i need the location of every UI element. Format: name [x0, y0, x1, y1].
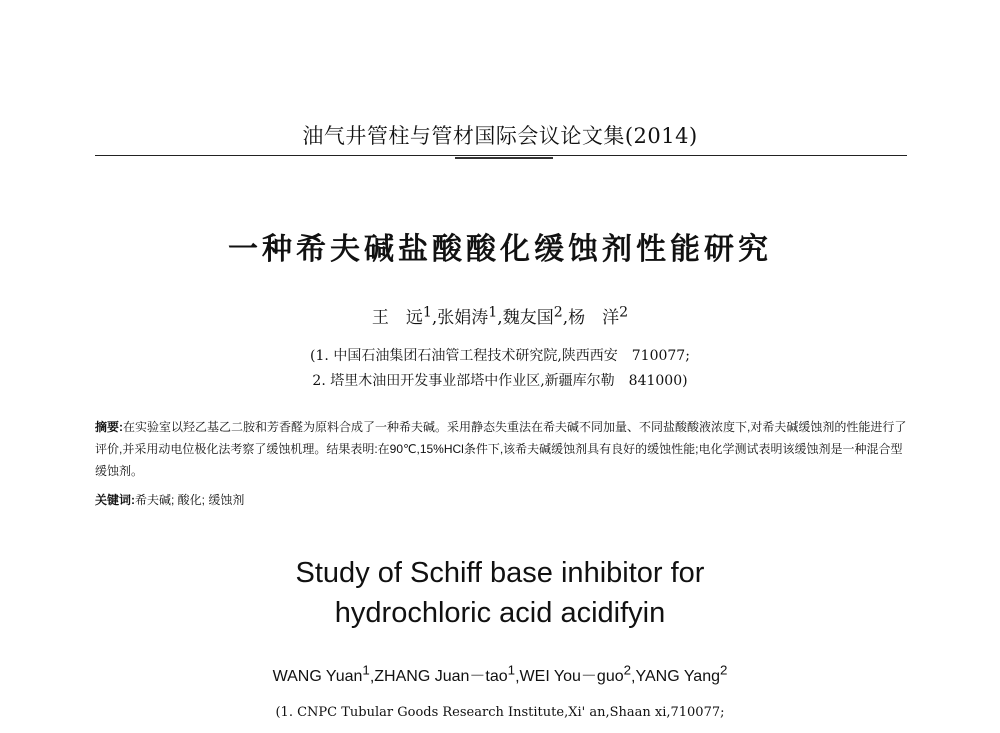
abstract-cn	[95, 416, 907, 482]
affiliation-cn-line-2: 2. 塔里木油田开发事业部塔中作业区,新疆库尔勒 841000)	[312, 373, 688, 389]
author-en: ZHANG Juan－tao$^1$	[374, 663, 516, 686]
author-cn: 杨 洋$^2$	[568, 304, 629, 328]
abstract-text: 在实验室以羟乙基乙二胺和芳香醛为原料合成了一种希夫碱。采用静态失重法在希夫碱不同加量、不同盐酸酸液浓度下,对希夫碱缓蚀剂的性能进行了评价,并采用动电位极化法考察了缓蚀机理。结果表明:在90℃,15%HCl条件下,该希夫碱缓蚀剂具有良好的缓蚀性能;电化学测试表明该缓蚀剂是一种混合型缓蚀剂。	[95, 420, 907, 478]
author-en: WANG Yuan$^1$	[272, 663, 370, 686]
paper-title-en-line-1: Study of Schiff base inhibitor for	[295, 557, 705, 589]
affiliation-en: (1. CNPC Tubular Goods Research Institute,Xi' an,Shaan xi,710077;	[275, 705, 725, 720]
abstract-label: 摘要:	[95, 420, 123, 434]
running-header: 油气井管柱与管材国际会议论文集(2014)	[302, 124, 698, 148]
author-cn: 魏友国$^2$	[502, 304, 563, 328]
keywords-text: 希夫碱; 酸化; 缓蚀剂	[135, 493, 245, 507]
author-en: WEI You－guo$^2$	[519, 663, 632, 686]
paper-title-en-line-2: hydrochloric acid acidifyin	[334, 597, 666, 629]
author-en: YANG Yang$^2$	[635, 663, 728, 686]
author-cn: 张娟涛$^1$	[437, 304, 498, 328]
paper-title-cn: 一种希夫碱盐酸酸化缓蚀剂性能研究	[228, 233, 772, 266]
author-cn: 王 远$^1$	[371, 304, 432, 328]
authors-en: WANG Yuan$^1$,ZHANG Juan－tao$^1$,WEI You－guo$^2$,YANG Yang$^2$	[272, 663, 728, 686]
keywords-label: 关键词:	[95, 493, 135, 507]
authors-cn: 王 远$^1$,张娟涛$^1$,魏友国$^2$,杨 洋$^2$	[371, 304, 629, 328]
header-rule	[95, 155, 907, 156]
header-rule-mark	[455, 157, 553, 159]
affiliation-cn-line-1: (1. 中国石油集团石油管工程技术研究院,陕西西安 710077;	[310, 348, 690, 364]
keywords-cn	[95, 490, 907, 510]
